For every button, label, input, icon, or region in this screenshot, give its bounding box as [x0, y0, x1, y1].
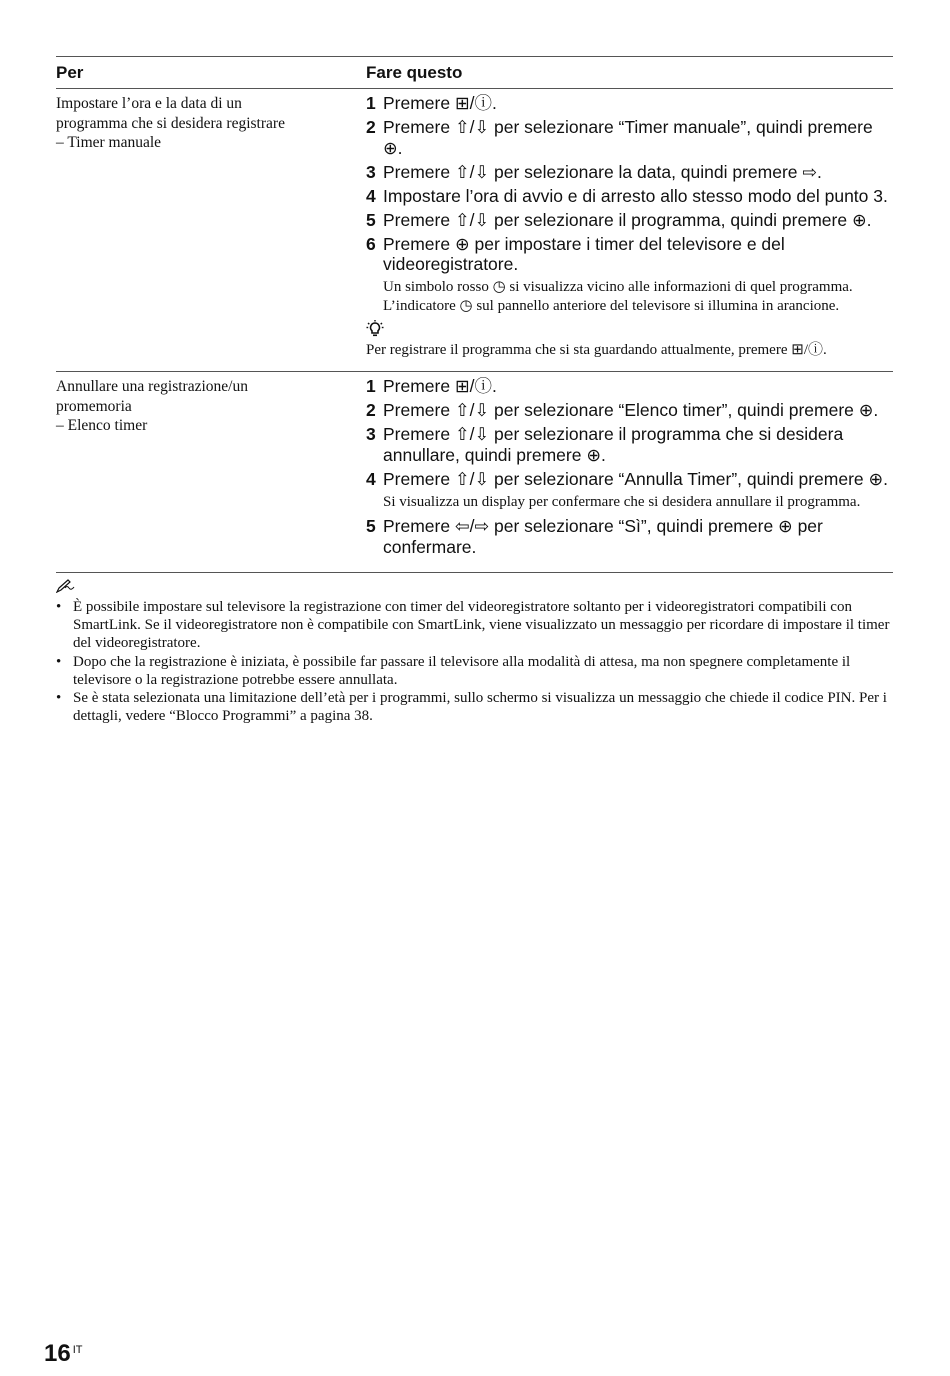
- step-item: [366, 376, 893, 397]
- step-number: 2: [366, 400, 376, 421]
- table-bottom-rule: [56, 572, 893, 573]
- step-subnote: Un simbolo rosso ◷ si visualizza vicino alle informazioni di quel programma. L’indicatore ◷ sul pannello anteriore del televisore si illumina in arancione.: [383, 279, 853, 315]
- step-text: Premere ⇧/⇩ per selezionare il programma, quindi premere ⊕.: [383, 209, 872, 230]
- step-item: [366, 210, 893, 231]
- page-footer: [44, 1340, 82, 1368]
- step-number: 1: [366, 376, 376, 397]
- header-per: Per: [56, 62, 84, 82]
- pencil-note-icon: [56, 579, 893, 598]
- row-label-line: promemoria: [56, 397, 132, 415]
- row-steps: [366, 376, 893, 560]
- step-number: 1: [366, 93, 376, 113]
- table-header: [56, 57, 893, 88]
- row-label-line: Impostare l’ora e la data di un: [56, 95, 242, 112]
- step-text: Premere ⇧/⇩ per selezionare “Annulla Timer”, quindi premere ⊕.: [383, 468, 889, 489]
- step-text: Premere ⇧/⇩ per selezionare “Elenco timer”, quindi premere ⊕.: [383, 400, 879, 421]
- step-item: [366, 186, 893, 207]
- manual-page: [56, 56, 893, 726]
- header-fare-questo: Fare questo: [366, 62, 463, 82]
- step-text: Premere ⊞/ⓘ.: [383, 93, 497, 113]
- step-number: 2: [366, 117, 376, 137]
- step-item: [366, 424, 893, 465]
- step-text: Premere ⇧/⇩ per selezionare “Timer manuale”, quindi premere ⊕.: [383, 117, 873, 158]
- step-item: [366, 400, 893, 421]
- step-text: Premere ⊞/ⓘ.: [383, 376, 497, 397]
- row-label: [56, 376, 366, 560]
- step-item: [366, 162, 893, 183]
- row-label-line: – Elenco timer: [56, 417, 148, 435]
- table-row-elenco-timer: [56, 372, 893, 571]
- step-text: Impostare l’ora di avvio e di arresto allo stesso modo del punto 3.: [383, 185, 888, 206]
- lightbulb-icon: [366, 320, 893, 342]
- step-item: [366, 117, 893, 158]
- step-number: 5: [366, 516, 376, 537]
- step-number: 4: [366, 468, 376, 489]
- step-number: 5: [366, 209, 376, 230]
- row-label-line: – Timer manuale: [56, 134, 162, 151]
- row-label: [56, 93, 366, 342]
- row-label-line: programma che si desidera registrare: [56, 114, 285, 132]
- note-item: • Se è stata selezionata una limitazione dell’età per i programmi, sullo schermo si visualizza un messaggio che chiede il codice PIN. Per i dettagli, vedere “Blocco Programmi” a pagina 38.: [56, 690, 887, 725]
- note-item: • È possibile impostare sul televisore la registrazione con timer del videoregistratore soltanto per i videoregistratori compatibili con SmartLink. Se il videoregistratore non è compatibile con SmartLink, viene visualizzato un messaggio per ricordare di impostare il timer del videoregistratore.: [56, 598, 890, 652]
- hint-text: Per registrare il programma che si sta guardando attualmente, premere ⊞/ⓘ.: [366, 342, 827, 359]
- step-item: [366, 469, 893, 490]
- table-row-timer-manuale: [56, 89, 893, 353]
- step-item: [366, 93, 893, 114]
- page-number: 16: [44, 1340, 71, 1367]
- notes-list: [56, 598, 893, 726]
- step-text: Premere ⇧/⇩ per selezionare la data, quindi premere ⇨.: [383, 161, 822, 182]
- step-number: 3: [366, 161, 376, 182]
- step-item: [366, 234, 893, 275]
- step-number: 4: [366, 185, 376, 206]
- step-text: Premere ⊕ per impostare i timer del televisore e del videoregistratore.: [383, 233, 785, 274]
- step-text: Premere ⇦/⇨ per selezionare “Sì”, quindi premere ⊕ per confermare.: [383, 516, 823, 557]
- step-subnote: Si visualizza un display per confermare che si desidera annullare il programma.: [383, 493, 861, 510]
- note-text: Dopo che la registrazione è iniziata, è possibile far passare il televisore alla modalità di attesa, ma non spegnere completamente il televisore o la registrazione potrebbe essere annullata.: [73, 653, 851, 688]
- note-item: • Dopo che la registrazione è iniziata, è possibile far passare il televisore alla modalità di attesa, ma non spegnere completamente il televisore o la registrazione potrebbe essere annullata.: [56, 653, 851, 688]
- language-code: IT: [72, 1344, 83, 1356]
- step-text: Premere ⇧/⇩ per selezionare il programma che si desidera annullare, quindi premere ⊕.: [383, 424, 844, 465]
- row-label-line: Annullare una registrazione/un: [56, 378, 248, 396]
- row-steps: [366, 93, 893, 342]
- step-number: 6: [366, 233, 376, 254]
- note-text: Se è stata selezionata una limitazione dell’età per i programmi, sullo schermo si visualizza un messaggio che chiede il codice PIN. Per i dettagli, vedere “Blocco Programmi” a pagina 38.: [73, 690, 887, 725]
- note-text: È possibile impostare sul televisore la registrazione con timer del videoregistratore soltanto per i videoregistratori compatibili con SmartLink. Se il videoregistratore non è compatibile con SmartLink, viene visualizzato un messaggio per ricordare di impostare il timer del videoregistratore.: [73, 598, 890, 652]
- notes-section: [56, 579, 893, 726]
- step-item: [366, 516, 893, 557]
- step-number: 3: [366, 424, 376, 445]
